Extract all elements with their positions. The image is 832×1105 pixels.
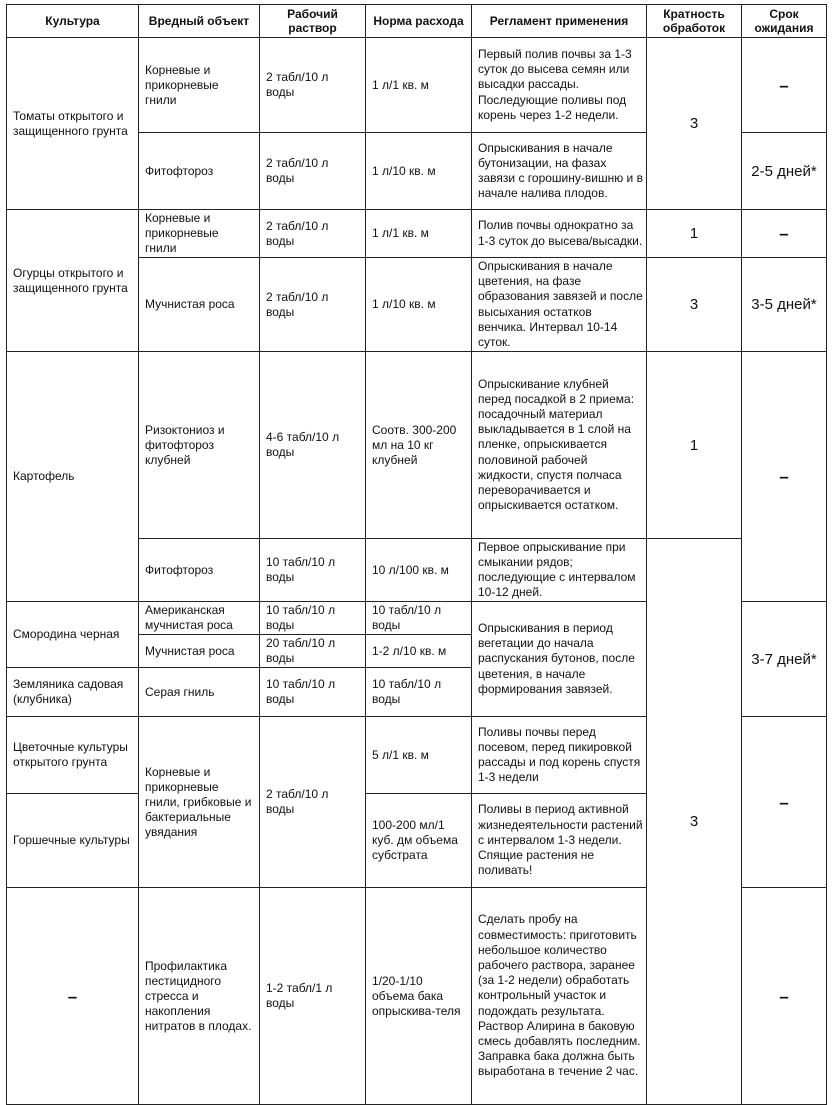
- pest-cell: Серая гниль: [139, 668, 260, 717]
- culture-cell: Горшечные культуры: [7, 794, 139, 888]
- solution-cell: 4-6 табл/10 л воды: [260, 352, 366, 539]
- rate-cell: 10 табл/10 л воды: [366, 602, 472, 635]
- solution-cell: 1-2 табл/1 л воды: [260, 888, 366, 1105]
- frequency-cell: 3: [647, 38, 742, 210]
- waiting-cell: 3-7 дней*: [742, 602, 827, 717]
- document: [6, 4, 827, 1105]
- waiting-cell: 3-5 дней*: [742, 258, 827, 352]
- regulation-cell: Поливы почвы перед посевом, перед пикировкой рассады и под корень спустя 1-3 недели: [472, 717, 647, 794]
- header-row: [7, 5, 827, 38]
- frequency-cell: 1: [647, 210, 742, 258]
- solution-cell: 2 табл/10 л воды: [260, 258, 366, 352]
- header-culture: Культура: [7, 5, 139, 38]
- rate-cell: 10 табл/10 л воды: [366, 668, 472, 717]
- waiting-cell: 2-5 дней*: [742, 133, 827, 210]
- table-row: [7, 210, 827, 258]
- culture-cell: Огурцы открытого и защищенного грунта: [7, 210, 139, 352]
- table-row: [7, 352, 827, 539]
- regulation-cell: Опрыскивания в начале цветения, на фазе образования завязей и после высыхания остатков венчика. Интервал 10-14 суток.: [472, 258, 647, 352]
- application-table: [6, 4, 827, 1105]
- rate-cell: 10 л/100 кв. м: [366, 539, 472, 602]
- solution-cell: 2 табл/10 л воды: [260, 133, 366, 210]
- regulation-cell: Поливы в период активной жизнедеятельности растений с интервалом 1-3 недели. Спящие растения не поливать!: [472, 794, 647, 888]
- header-waiting: Срок ожидания: [742, 5, 827, 38]
- rate-cell: 1 л/10 кв. м: [366, 258, 472, 352]
- regulation-cell: Опрыскивания в начале бутонизации, на фазах завязи с горошину-вишню и в начале налива плодов.: [472, 133, 647, 210]
- rate-cell: 100-200 мл/1 куб. дм объема субстрата: [366, 794, 472, 888]
- waiting-cell: –: [742, 352, 827, 602]
- regulation-cell: Опрыскивание клубней перед посадкой в 2 приема: посадочный материал выкладывается в 1 слой на пленке, опрыскивается половиной рабочей жидкости, спустя полчаса переворачивается и опрыскивается остатком.: [472, 352, 647, 539]
- pest-cell: Мучнистая роса: [139, 258, 260, 352]
- solution-cell: 10 табл/10 л воды: [260, 602, 366, 635]
- pest-cell: Ризоктониоз и фитофтороз клубней: [139, 352, 260, 539]
- solution-cell: 2 табл/10 л воды: [260, 38, 366, 133]
- culture-cell: Земляника садовая (клубника): [7, 668, 139, 717]
- culture-cell: Томаты открытого и защищенного грунта: [7, 38, 139, 210]
- waiting-cell: –: [742, 38, 827, 133]
- regulation-cell: Опрыскивания в период вегетации до начала распускания бутонов, после цветения, в начале формирования завязей.: [472, 602, 647, 717]
- pest-cell: Корневые и прикорневые гнили: [139, 210, 260, 258]
- frequency-cell: 3: [647, 539, 742, 1105]
- rate-cell: 1 л/1 кв. м: [366, 38, 472, 133]
- solution-cell: 2 табл/10 л воды: [260, 210, 366, 258]
- regulation-cell: Первое опрыскивание при смыкании рядов; последующие с интервалом 10-12 дней.: [472, 539, 647, 602]
- header-rate: Норма расхода: [366, 5, 472, 38]
- rate-cell: 1-2 л/10 кв. м: [366, 635, 472, 668]
- waiting-cell: –: [742, 210, 827, 258]
- regulation-cell: Полив почвы однократно за 1-3 суток до высева/высадки.: [472, 210, 647, 258]
- solution-cell: 2 табл/10 л воды: [260, 717, 366, 888]
- frequency-cell: 1: [647, 352, 742, 539]
- solution-cell: 10 табл/10 л воды: [260, 539, 366, 602]
- solution-cell: 10 табл/10 л воды: [260, 668, 366, 717]
- pest-cell: Мучнистая роса: [139, 635, 260, 668]
- pest-cell: Американская мучнистая роса: [139, 602, 260, 635]
- rate-cell: 5 л/1 кв. м: [366, 717, 472, 794]
- regulation-cell: Сделать пробу на совместимость: приготовить небольшое количество рабочего раствора, заранее (за 1-2 недели) обработать контрольный участок и подождать результата. Раствор Алирина в баковую смесь добавлять последним. Заправка бака должна быть выработана в течение 2 час.: [472, 888, 647, 1105]
- table-row: [7, 38, 827, 133]
- culture-cell: Смородина черная: [7, 602, 139, 668]
- culture-cell: Цветочные культуры открытого грунта: [7, 717, 139, 794]
- pest-cell: Фитофтороз: [139, 133, 260, 210]
- culture-cell: Картофель: [7, 352, 139, 602]
- header-regulation: Регламент применения: [472, 5, 647, 38]
- culture-cell: –: [7, 888, 139, 1105]
- regulation-cell: Первый полив почвы за 1-3 суток до высева семян или высадки рассады. Последующие поливы под корень через 1-2 недели.: [472, 38, 647, 133]
- frequency-cell: 3: [647, 258, 742, 352]
- solution-cell: 20 табл/10 л воды: [260, 635, 366, 668]
- frequency-cell: –: [742, 888, 827, 1105]
- pest-cell: Корневые и прикорневые гнили, грибковые и бактериальные увядания: [139, 717, 260, 888]
- header-solution: Рабочий раствор: [260, 5, 366, 38]
- rate-cell: Соотв. 300-200 мл на 10 кг клубней: [366, 352, 472, 539]
- waiting-cell: –: [742, 717, 827, 888]
- pest-cell: Корневые и прикорневые гнили: [139, 38, 260, 133]
- header-frequency: Кратность обработок: [647, 5, 742, 38]
- rate-cell: 1/20-1/10 объема бака опрыскива-теля: [366, 888, 472, 1105]
- rate-cell: 1 л/10 кв. м: [366, 133, 472, 210]
- pest-cell: Профилактика пестицидного стресса и накопления нитратов в плодах.: [139, 888, 260, 1105]
- header-pest: Вредный объект: [139, 5, 260, 38]
- pest-cell: Фитофтороз: [139, 539, 260, 602]
- rate-cell: 1 л/1 кв. м: [366, 210, 472, 258]
